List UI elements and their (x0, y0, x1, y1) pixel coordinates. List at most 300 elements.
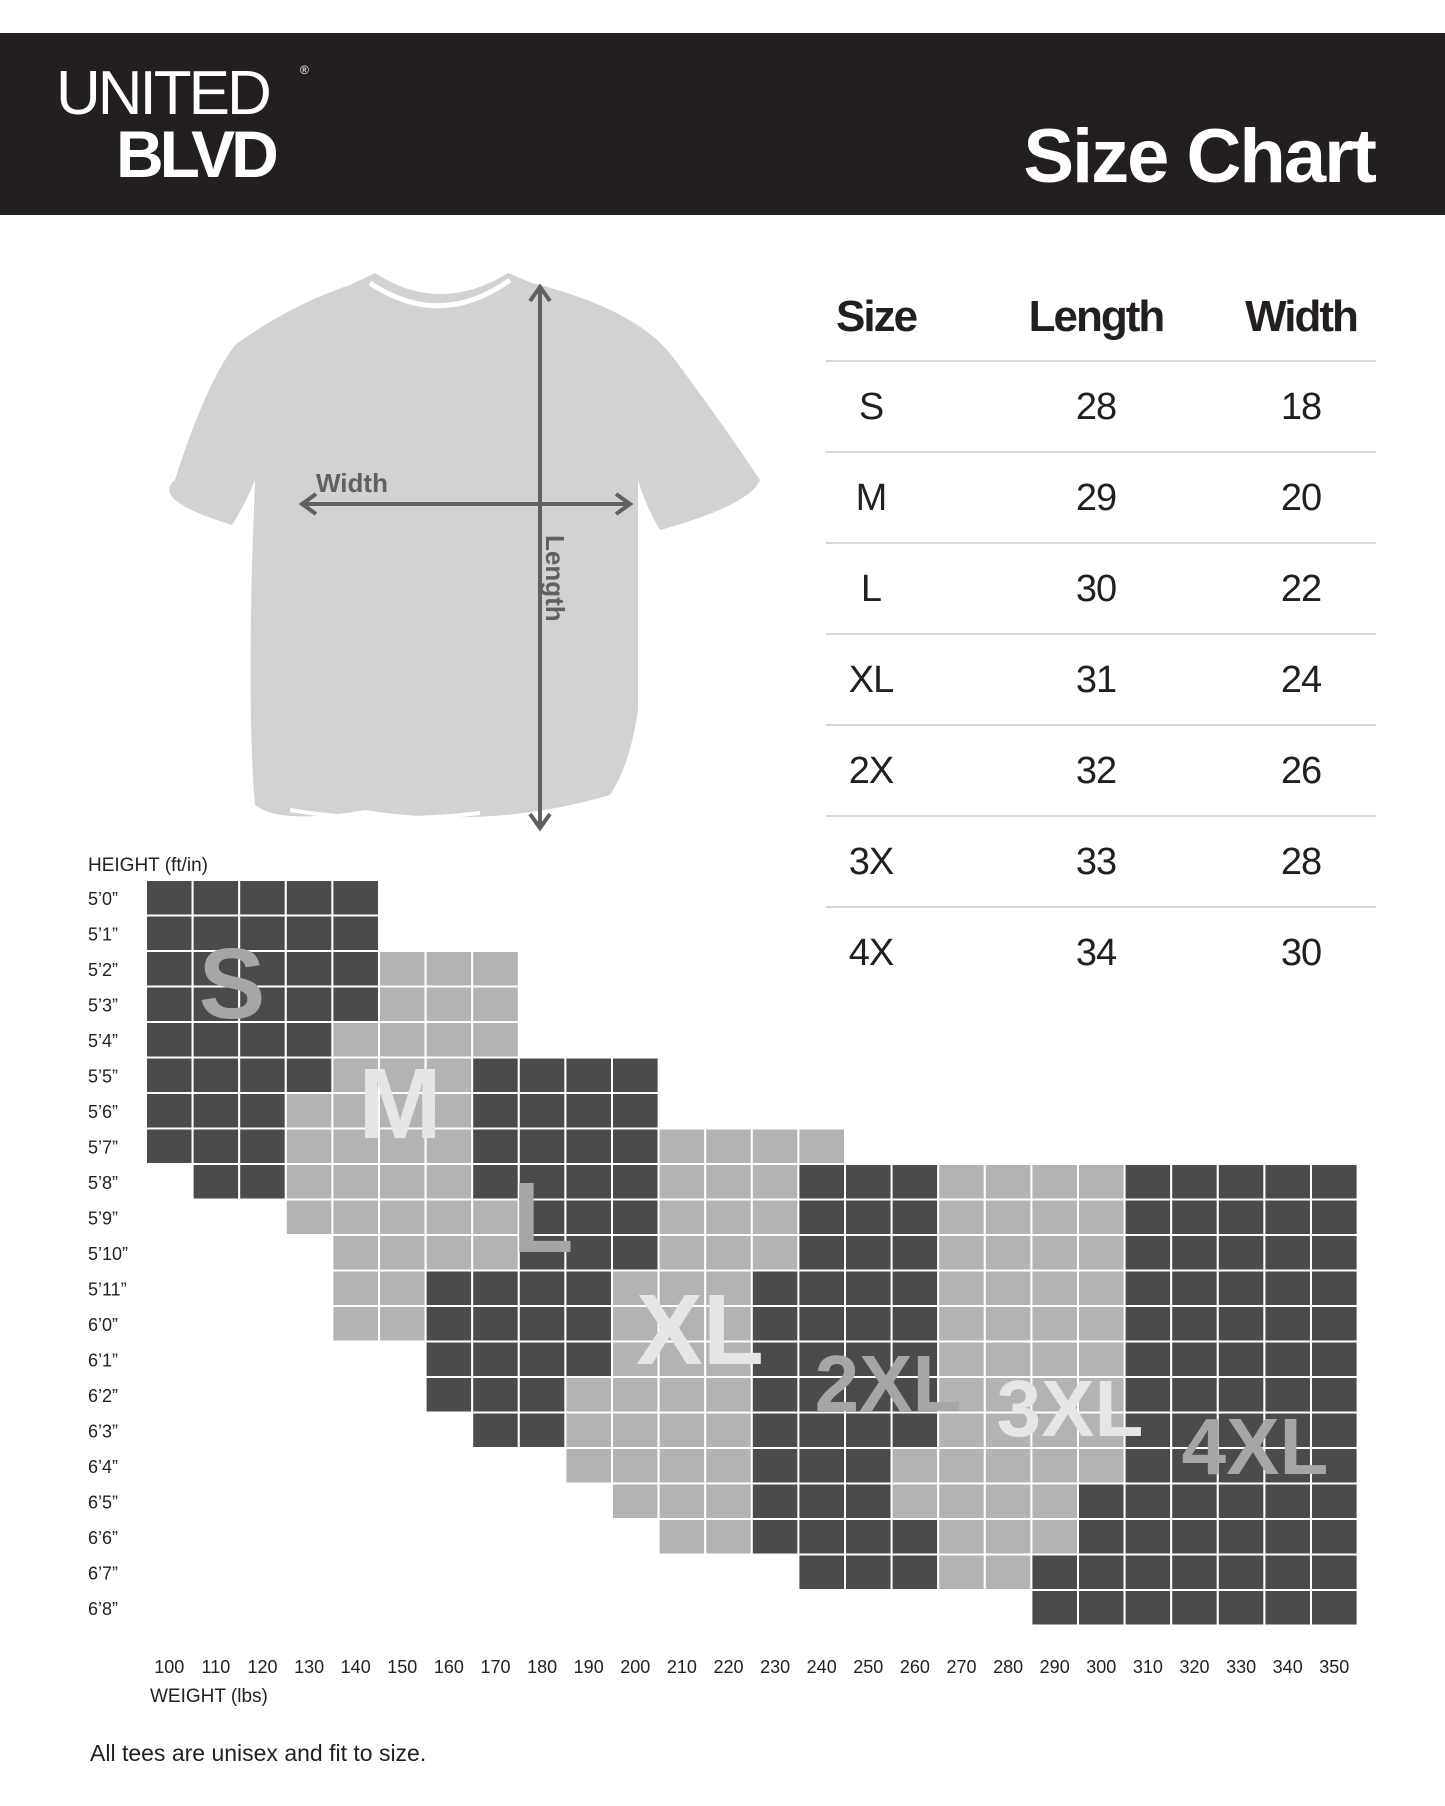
grid-cell-3xl (892, 1484, 939, 1520)
grid-cell-2xl (845, 1555, 892, 1591)
size-label-l: L (512, 1162, 574, 1274)
size-table-header (826, 282, 1376, 362)
width-cell: 26 (1280, 750, 1322, 792)
size-label-m: M (358, 1048, 442, 1160)
grid-cell-l (612, 1200, 659, 1236)
grid-cell-3xl (1078, 1164, 1125, 1200)
grid-cell-3xl (892, 1448, 939, 1484)
grid-cell-l (472, 1377, 519, 1413)
grid-cell-s (286, 987, 333, 1023)
length-cell: 30 (1075, 568, 1117, 610)
grid-cell-l (519, 1377, 566, 1413)
height-tick-label: 6’1” (88, 1350, 119, 1371)
grid-cell-4xl (1218, 1164, 1265, 1200)
grid-cell-4xl (1264, 1555, 1311, 1591)
size-cell: XL (848, 659, 894, 701)
grid-cell-2xl (845, 1200, 892, 1236)
grid-cell-4xl (1031, 1590, 1078, 1626)
grid-cell-l (565, 1271, 612, 1307)
size-cell: S (858, 386, 884, 428)
grid-cell-2xl (892, 1306, 939, 1342)
weight-tick-label: 190 (573, 1657, 604, 1677)
grid-cell-3xl (938, 1448, 985, 1484)
weight-tick-label: 150 (387, 1657, 418, 1677)
length-cell: 28 (1075, 386, 1117, 428)
grid-cell-s (332, 916, 379, 952)
weight-tick-label: 270 (946, 1657, 977, 1677)
grid-cell-4xl (1171, 1342, 1218, 1378)
width-cell: 24 (1280, 659, 1322, 701)
grid-cell-xl (705, 1164, 752, 1200)
grid-cell-xl (659, 1448, 706, 1484)
grid-cell-4xl (1125, 1306, 1172, 1342)
grid-cell-4xl (1125, 1164, 1172, 1200)
grid-cell-4xl (1311, 1235, 1358, 1271)
grid-cell-2xl (752, 1519, 799, 1555)
height-tick-label: 6’4” (88, 1457, 119, 1477)
grid-cell-4xl (1311, 1519, 1358, 1555)
grid-cell-s (146, 1093, 193, 1129)
weight-tick-label: 310 (1132, 1657, 1163, 1677)
length-cell: 31 (1075, 659, 1117, 701)
grid-cell-4xl (1218, 1271, 1265, 1307)
grid-cell-2xl (845, 1164, 892, 1200)
width-label: Width (316, 468, 388, 498)
width-cell: 22 (1280, 568, 1322, 610)
size-label-2xl: 2XL (814, 1339, 962, 1428)
grid-cell-4xl (1264, 1590, 1311, 1626)
height-tick-label: 6’2” (88, 1386, 119, 1406)
grid-cell-4xl (1171, 1271, 1218, 1307)
grid-cell-2xl (892, 1271, 939, 1307)
grid-cell-s (193, 1164, 240, 1200)
weight-tick-label: 240 (806, 1657, 837, 1677)
size-row-l (826, 544, 1376, 635)
grid-cell-3xl (1078, 1200, 1125, 1236)
grid-cell-2xl (798, 1164, 845, 1200)
width-cell: 28 (1280, 841, 1322, 883)
grid-cell-xl (659, 1200, 706, 1236)
grid-cell-m (286, 1200, 333, 1236)
grid-cell-l (519, 1129, 566, 1165)
grid-cell-xl (752, 1200, 799, 1236)
length-cell: 34 (1075, 932, 1117, 974)
grid-cell-4xl (1171, 1590, 1218, 1626)
grid-cell-l (612, 1164, 659, 1200)
grid-cell-3xl (1031, 1271, 1078, 1307)
grid-cell-s (193, 1129, 240, 1165)
grid-cell-2xl (892, 1200, 939, 1236)
grid-cell-l (519, 1271, 566, 1307)
grid-cell-xl (798, 1129, 845, 1165)
grid-cell-xl (705, 1413, 752, 1449)
grid-cell-2xl (798, 1484, 845, 1520)
weight-tick-label: 120 (247, 1657, 278, 1677)
length-cell: 33 (1075, 841, 1117, 883)
grid-cell-2xl (752, 1448, 799, 1484)
grid-cell-4xl (1125, 1271, 1172, 1307)
grid-cell-l (565, 1093, 612, 1129)
grid-cell-xl (705, 1519, 752, 1555)
grid-cell-m (379, 1164, 426, 1200)
grid-cell-4xl (1125, 1519, 1172, 1555)
height-tick-label: 5’8” (88, 1173, 119, 1193)
weight-tick-label: 110 (201, 1657, 231, 1677)
grid-cell-4xl (1264, 1200, 1311, 1236)
grid-cell-2xl (798, 1519, 845, 1555)
grid-cell-2xl (845, 1306, 892, 1342)
grid-cell-4xl (1171, 1306, 1218, 1342)
grid-cell-s (146, 916, 193, 952)
grid-cell-3xl (1031, 1306, 1078, 1342)
grid-cell-xl (705, 1235, 752, 1271)
grid-cell-s (286, 1022, 333, 1058)
grid-cell-4xl (1264, 1306, 1311, 1342)
size-row-s (826, 362, 1376, 453)
grid-cell-3xl (985, 1200, 1032, 1236)
height-tick-label: 6’7” (88, 1563, 119, 1584)
size-cell: L (860, 568, 882, 610)
grid-cell-l (612, 1058, 659, 1094)
grid-cell-4xl (1218, 1306, 1265, 1342)
height-tick-label: 6’3” (88, 1421, 119, 1442)
grid-cell-3xl (985, 1448, 1032, 1484)
weight-tick-label: 100 (154, 1657, 185, 1677)
grid-cell-2xl (752, 1484, 799, 1520)
grid-cell-3xl (938, 1555, 985, 1591)
weight-tick-label: 220 (713, 1657, 744, 1677)
grid-cell-xl (752, 1235, 799, 1271)
grid-cell-2xl (798, 1200, 845, 1236)
grid-cell-l (426, 1306, 473, 1342)
grid-cell-s (146, 880, 193, 916)
grid-cell-m (472, 951, 519, 987)
grid-cell-4xl (1311, 1164, 1358, 1200)
grid-cell-s (193, 1093, 240, 1129)
grid-cell-4xl (1171, 1164, 1218, 1200)
grid-cell-l (565, 1342, 612, 1378)
grid-cell-3xl (985, 1164, 1032, 1200)
weight-tick-label: 300 (1086, 1657, 1117, 1677)
width-cell: 20 (1280, 477, 1322, 519)
grid-cell-3xl (1031, 1200, 1078, 1236)
grid-cell-l (472, 1129, 519, 1165)
grid-cell-3xl (1078, 1271, 1125, 1307)
grid-cell-4xl (1125, 1555, 1172, 1591)
height-tick-label: 6’5” (88, 1492, 119, 1513)
weight-tick-label: 320 (1179, 1657, 1210, 1677)
grid-cell-l (565, 1306, 612, 1342)
grid-cell-l (565, 1129, 612, 1165)
grid-cell-l (472, 1058, 519, 1094)
size-cell: 2X (848, 750, 894, 792)
grid-cell-2xl (798, 1306, 845, 1342)
grid-cell-l (472, 1306, 519, 1342)
grid-cell-xl (752, 1129, 799, 1165)
grid-cell-4xl (1078, 1590, 1125, 1626)
grid-cell-m (379, 951, 426, 987)
grid-cell-2xl (892, 1235, 939, 1271)
grid-cell-s (239, 880, 286, 916)
size-row-m (826, 453, 1376, 544)
grid-cell-s (146, 1129, 193, 1165)
weight-tick-label: 130 (294, 1657, 325, 1677)
grid-cell-4xl (1264, 1519, 1311, 1555)
grid-cell-m (379, 987, 426, 1023)
grid-cell-m (286, 1129, 333, 1165)
size-label-3xl: 3XL (996, 1364, 1144, 1453)
grid-cell-l (472, 1271, 519, 1307)
grid-cell-2xl (798, 1235, 845, 1271)
grid-cell-4xl (1218, 1235, 1265, 1271)
grid-cell-2xl (845, 1519, 892, 1555)
grid-cell-4xl (1125, 1484, 1172, 1520)
grid-cell-3xl (938, 1235, 985, 1271)
grid-cell-m (426, 1164, 473, 1200)
grid-cell-2xl (892, 1164, 939, 1200)
grid-cell-2xl (845, 1235, 892, 1271)
width-cell: 30 (1280, 932, 1322, 974)
grid-cell-l (426, 1271, 473, 1307)
height-tick-label: 5’1” (88, 924, 119, 945)
x-axis-title: WEIGHT (lbs) (150, 1686, 268, 1707)
grid-cell-l (426, 1377, 473, 1413)
grid-cell-xl (659, 1235, 706, 1271)
grid-cell-m (286, 1093, 333, 1129)
height-tick-label: 5’5” (88, 1066, 119, 1087)
footnote: All tees are unisex and fit to size. (90, 1740, 427, 1766)
grid-cell-4xl (1078, 1484, 1125, 1520)
grid-cell-s (332, 987, 379, 1023)
grid-cell-3xl (938, 1164, 985, 1200)
grid-cell-s (239, 1058, 286, 1094)
grid-cell-l (519, 1413, 566, 1449)
tshirt-diagram (160, 265, 780, 845)
grid-cell-2xl (892, 1519, 939, 1555)
header-bar (0, 33, 1445, 215)
size-label-4xl: 4XL (1181, 1402, 1329, 1491)
width-cell: 18 (1280, 386, 1322, 428)
grid-cell-xl (752, 1164, 799, 1200)
grid-cell-4xl (1171, 1555, 1218, 1591)
grid-cell-xl (659, 1164, 706, 1200)
grid-cell-4xl (1311, 1342, 1358, 1378)
grid-cell-4xl (1031, 1555, 1078, 1591)
size-label-s: S (198, 928, 266, 1040)
height-tick-label: 5’6” (88, 1102, 119, 1122)
grid-cell-l (519, 1058, 566, 1094)
grid-cell-4xl (1125, 1448, 1172, 1484)
grid-cell-s (332, 880, 379, 916)
page-title: Size Chart (1023, 114, 1375, 199)
grid-cell-xl (612, 1484, 659, 1520)
grid-cell-3xl (985, 1484, 1032, 1520)
grid-cell-l (612, 1093, 659, 1129)
weight-tick-label: 210 (666, 1657, 697, 1677)
grid-cell-xl (565, 1448, 612, 1484)
weight-tick-label: 260 (899, 1657, 930, 1677)
grid-cell-3xl (985, 1519, 1032, 1555)
header-length: Length (1028, 292, 1164, 341)
grid-cell-2xl (798, 1271, 845, 1307)
height-axis (88, 889, 128, 1619)
grid-cell-m (472, 1022, 519, 1058)
size-cell: M (855, 477, 887, 519)
grid-cell-m (379, 1200, 426, 1236)
grid-cell-3xl (985, 1235, 1032, 1271)
weight-tick-label: 180 (527, 1657, 558, 1677)
grid-cell-xl (705, 1484, 752, 1520)
grid-cell-3xl (938, 1200, 985, 1236)
grid-cell-s (286, 880, 333, 916)
grid-cell-s (286, 916, 333, 952)
weight-tick-label: 330 (1226, 1657, 1257, 1677)
grid-cell-m (426, 951, 473, 987)
size-cell: 3X (848, 841, 894, 883)
grid-cell-m (379, 1271, 426, 1307)
grid-cell-4xl (1125, 1590, 1172, 1626)
grid-cell-l (472, 1093, 519, 1129)
size-label-xl: XL (636, 1274, 764, 1386)
grid-cell-3xl (1078, 1448, 1125, 1484)
weight-tick-label: 290 (1039, 1657, 1070, 1677)
grid-cell-3xl (985, 1271, 1032, 1307)
grid-cell-l (426, 1342, 473, 1378)
tshirt-silhouette (169, 273, 760, 817)
grid-cell-4xl (1125, 1235, 1172, 1271)
grid-cell-m (332, 1306, 379, 1342)
weight-tick-label: 230 (760, 1657, 791, 1677)
grid-cell-3xl (938, 1484, 985, 1520)
height-weight-chart (0, 840, 1445, 1720)
registered-mark: ® (300, 63, 309, 77)
size-row-2x (826, 726, 1376, 817)
brand-logo-line2: BLVD (116, 117, 275, 191)
height-tick-label: 5’9” (88, 1208, 119, 1229)
weight-tick-label: 140 (340, 1657, 371, 1677)
grid-cell-xl (659, 1129, 706, 1165)
grid-cell-m (332, 1164, 379, 1200)
grid-cell-xl (659, 1484, 706, 1520)
header-size: Size (836, 292, 917, 341)
grid-cell-xl (659, 1413, 706, 1449)
height-tick-label: 5’10” (88, 1244, 129, 1264)
height-tick-label: 6’6” (88, 1528, 119, 1548)
grid-cell-4xl (1311, 1271, 1358, 1307)
grid-cell-l (519, 1093, 566, 1129)
grid-cell-s (146, 1058, 193, 1094)
grid-cell-3xl (985, 1306, 1032, 1342)
grid-cell-4xl (1078, 1519, 1125, 1555)
grid-cell-l (612, 1235, 659, 1271)
height-tick-label: 5’2” (88, 960, 119, 980)
height-tick-label: 5’3” (88, 995, 119, 1016)
grid-cell-4xl (1218, 1200, 1265, 1236)
grid-cell-s (239, 1093, 286, 1129)
grid-cell-4xl (1264, 1164, 1311, 1200)
grid-cell-4xl (1218, 1555, 1265, 1591)
grid-cell-2xl (845, 1271, 892, 1307)
grid-cell-l (472, 1342, 519, 1378)
grid-cell-s (193, 1058, 240, 1094)
size-row-xl (826, 635, 1376, 726)
weight-tick-label: 340 (1272, 1657, 1303, 1677)
grid-cell-l (612, 1129, 659, 1165)
weight-tick-label: 160 (433, 1657, 464, 1677)
grid-cell-m (472, 987, 519, 1023)
grid-cell-m (379, 1306, 426, 1342)
grid-cell-s (332, 951, 379, 987)
grid-cell-4xl (1218, 1519, 1265, 1555)
grid-cell-l (519, 1306, 566, 1342)
grid-cell-4xl (1218, 1342, 1265, 1378)
grid-cell-xl (565, 1413, 612, 1449)
brand-logo-line1: UNITED (56, 59, 269, 128)
grid-cell-s (146, 1022, 193, 1058)
grid-cell-4xl (1264, 1271, 1311, 1307)
grid-cell-3xl (1078, 1235, 1125, 1271)
weight-tick-label: 200 (620, 1657, 651, 1677)
grid-cell-m (286, 1164, 333, 1200)
length-cell: 32 (1075, 750, 1117, 792)
grid-cell-3xl (938, 1519, 985, 1555)
grid-cell-3xl (1031, 1484, 1078, 1520)
weight-tick-label: 280 (993, 1657, 1024, 1677)
grid-cell-m (332, 1235, 379, 1271)
grid-cell-m (332, 1200, 379, 1236)
grid-cell-3xl (1031, 1235, 1078, 1271)
grid-cell-xl (565, 1377, 612, 1413)
grid-cell-2xl (798, 1555, 845, 1591)
grid-cell-2xl (798, 1448, 845, 1484)
weight-tick-label: 170 (480, 1657, 511, 1677)
grid-cell-2xl (845, 1484, 892, 1520)
grid-cell-3xl (1031, 1164, 1078, 1200)
height-tick-label: 6’8” (88, 1599, 119, 1619)
grid-cell-xl (705, 1448, 752, 1484)
grid-cell-4xl (1311, 1590, 1358, 1626)
grid-cell-4xl (1311, 1555, 1358, 1591)
grid-cell-4xl (1264, 1342, 1311, 1378)
height-tick-label: 6’0” (88, 1315, 119, 1335)
grid-cell-4xl (1171, 1235, 1218, 1271)
grid-cell-l (565, 1058, 612, 1094)
grid-cell-3xl (1078, 1306, 1125, 1342)
grid-cell-m (426, 1200, 473, 1236)
grid-cell-l (519, 1342, 566, 1378)
grid-cell-4xl (1311, 1200, 1358, 1236)
grid-cell-4xl (1171, 1519, 1218, 1555)
grid-cell-3xl (1031, 1448, 1078, 1484)
grid-cell-s (146, 951, 193, 987)
grid-cell-3xl (938, 1271, 985, 1307)
grid-cell-s (286, 951, 333, 987)
grid-cell-4xl (1264, 1235, 1311, 1271)
grid-cell-3xl (1031, 1519, 1078, 1555)
grid-cell-3xl (938, 1306, 985, 1342)
grid-cell-m (379, 1235, 426, 1271)
grid-cell-xl (705, 1200, 752, 1236)
size-grid (146, 880, 1358, 1626)
grid-cell-4xl (1125, 1200, 1172, 1236)
grid-cell-xl (612, 1413, 659, 1449)
grid-cell-4xl (1171, 1200, 1218, 1236)
weight-axis (154, 1657, 1349, 1677)
length-cell: 29 (1075, 477, 1117, 519)
length-label: Length (540, 535, 570, 622)
weight-tick-label: 250 (853, 1657, 884, 1677)
grid-cell-s (146, 987, 193, 1023)
